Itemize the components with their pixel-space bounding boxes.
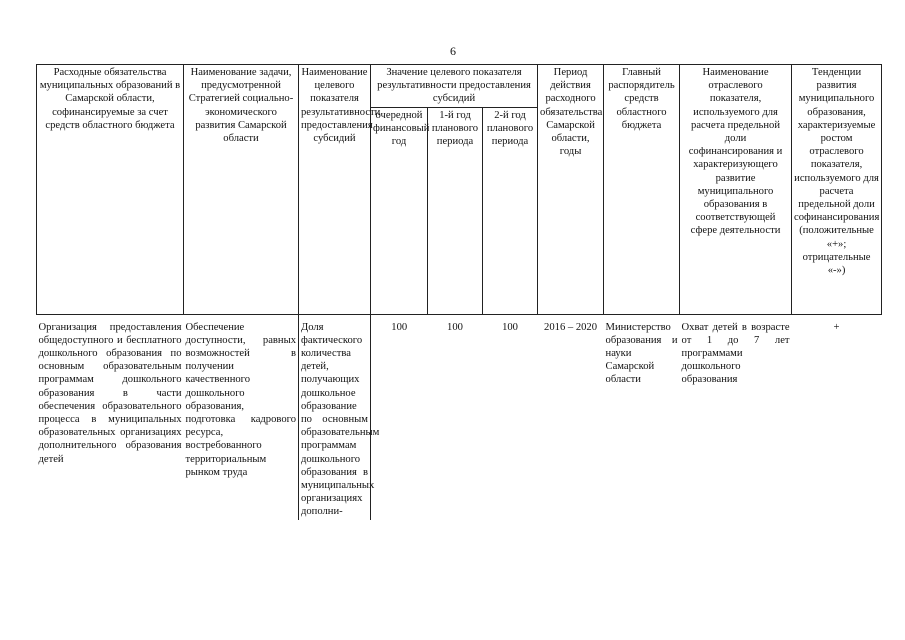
cell-period: 2016 – 2020 bbox=[544, 321, 598, 333]
cell-manager: Министерство образования и науки Самарской области bbox=[605, 321, 678, 386]
cell-trend: + bbox=[833, 321, 840, 333]
header-period: Период действия расходного обязательства Самарской области, годы bbox=[538, 65, 604, 315]
table-row bbox=[37, 314, 882, 520]
header-indicator-value-group: Значение целевого показателя результативности предоставления субсидий bbox=[371, 65, 538, 108]
header-task: Наименование задачи, предусмотренной Стратегией социально-экономического развития Самарской области bbox=[184, 65, 299, 315]
header-indicator-name: Наименование целевого показателя результативности предоставления субсидий bbox=[299, 65, 371, 315]
cell-task: Обеспечение доступности, равных возможностей в получении качественного дошкольного образования, подготовка кадрового ресурса, востребованного территориальным рынком труда bbox=[185, 321, 296, 478]
cell-sector-indicator: Охват детей в возрасте от 1 до 7 лет программами дошкольного образования bbox=[681, 321, 790, 386]
cell-plan-year-1: 100 bbox=[447, 321, 463, 333]
cell-indicator: Доля фактического количества детей, получающих дошкольное образование по основным образовательным программам дошкольного образования в муниципальных организациях дополни- bbox=[299, 314, 371, 520]
cell-next-year: 100 bbox=[391, 321, 408, 333]
header-plan-year-2: 2-й год планового периода bbox=[483, 107, 538, 314]
cell-obligation: Организация предоставления общедоступного и бесплатного дошкольного образования по основным образовательным программам дошкольного образования в части обеспечения образовательного процесса в муниципальных образовательных организациях дополнительного образования детей bbox=[38, 321, 182, 465]
header-obligations: Расходные обязательства муниципальных образований в Самарской области, софинансируемые за счет средств областного бюджета bbox=[37, 65, 184, 315]
cell-plan-year-2: 100 bbox=[502, 321, 518, 333]
subsidy-table bbox=[36, 64, 882, 520]
page-number: 6 bbox=[450, 44, 456, 58]
header-sector-indicator: Наименование отраслевого показателя, используемого для расчета предельной доли софинансирования и характеризующего развитие муниципального образования в соответствующей сфере деятельности bbox=[680, 65, 792, 315]
header-next-year: очередной финансовый год bbox=[371, 107, 428, 314]
header-trend: Тенденции развития муниципального образования, характеризуемые ростом отраслевого показателя, используемого для расчета предельной доли софинансирования (положительные «+»; отрицательные «-») bbox=[792, 65, 882, 315]
header-plan-year-1: 1-й год планового периода bbox=[428, 107, 483, 314]
header-manager: Главный распорядитель средств областного бюджета bbox=[604, 65, 680, 315]
header-row bbox=[37, 65, 882, 108]
